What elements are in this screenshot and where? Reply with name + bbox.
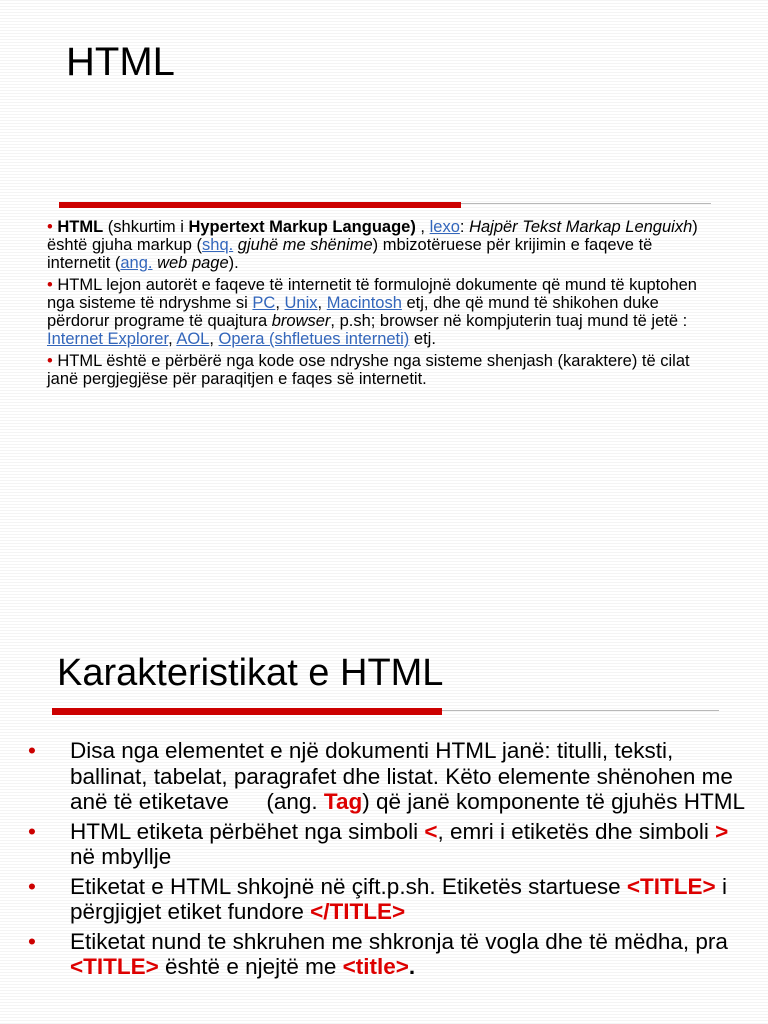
text: , p.sh; browser në kompjuterin tuaj mund të jetë : [330, 312, 688, 330]
slide-html-intro [0, 0, 768, 500]
title-divider-red [52, 708, 442, 715]
text: i përgjigjet etiket fundore [70, 873, 727, 924]
paragraph-codes [47, 352, 717, 388]
link-aol[interactable]: AOL [176, 330, 210, 348]
text: HTML etiketa përbëhet nga simboli [70, 818, 425, 844]
link-ang[interactable]: ang. [120, 254, 153, 272]
text: ) që janë komponente të gjuhës HTML [362, 789, 745, 814]
text: , [275, 294, 285, 312]
text: HTML është e përbërë nga kode ose ndryshe nga sisteme shenjash (karaktere) të cilat janë pergjegjëse për paraqitjen e faqes së internetit. [47, 352, 690, 388]
link-unix[interactable]: Unix [284, 294, 318, 312]
list-item [28, 819, 748, 870]
text: , [415, 218, 430, 236]
bullet-marker: • [47, 218, 53, 236]
list-item [28, 874, 748, 925]
text: është e njejtë me [158, 954, 343, 979]
slide-title: HTML [66, 40, 175, 84]
highlight-term: </TITLE> [310, 899, 406, 924]
italic-text: browser [271, 312, 331, 330]
title-divider-gray [442, 710, 719, 711]
slide-title: Karakteristikat e HTML [57, 652, 444, 694]
link-pc[interactable]: PC [252, 294, 276, 312]
text: HTML lejon autorët e faqeve të internetit të formulojnë dokumente që mund të kuptohen nga sisteme të ndryshme si [47, 276, 697, 312]
bullet-marker: • [47, 276, 53, 294]
highlight-term: <TITLE> [70, 954, 159, 979]
bullet-marker: • [47, 352, 53, 370]
text: etj. [409, 330, 436, 348]
text: , [209, 330, 219, 348]
bullet-marker: • [28, 818, 36, 844]
text: ). [228, 254, 239, 272]
italic-text: gjuhë me shënime [237, 236, 373, 254]
bullet-marker: • [28, 928, 36, 954]
text: Etiketat e HTML shkojnë në çift.p.sh. Etiketës startuese [70, 873, 627, 899]
bullet-marker: • [28, 738, 36, 763]
title-divider-red [59, 202, 461, 208]
list-item [28, 929, 748, 980]
text: ) mbizotëruese për krijimin e faqeve të internetit ( [47, 236, 653, 272]
link-lexo[interactable]: lexo [429, 218, 460, 236]
text: ) është gjuha markup ( [47, 218, 698, 254]
paragraph-definition [47, 218, 717, 272]
link-internet-explorer[interactable]: Internet Explorer [47, 330, 169, 348]
intro-body [47, 218, 717, 392]
highlight-term: Tag [323, 789, 363, 814]
bullet-marker: • [28, 873, 36, 899]
text: etj, dhe që mund të shikohen duke përdorur programe të quajtura [47, 294, 659, 330]
characteristics-list [28, 738, 748, 984]
highlight-term: > [715, 818, 729, 844]
text: Etiketat nund te shkruhen me shkronja të vogla dhe të mëdha, pra [70, 928, 728, 954]
bold-term: HTML [57, 218, 104, 236]
text: : [459, 218, 470, 236]
italic-text: web page [157, 254, 229, 272]
text: (shkurtim i [103, 218, 189, 236]
text: Disa nga elementet e një dokumenti HTML janë: titulli, teksti, ballinat, tabelat, paragrafet dhe listat. Këto elemente shënohen me anë të etiketave (ang. [70, 738, 733, 814]
paragraph-platforms [47, 276, 717, 348]
title-divider-gray [461, 203, 711, 204]
text: në mbyllje [70, 844, 172, 869]
italic-text: Hajpër Tekst Markap Lenguixh [469, 218, 693, 236]
highlight-term: <TITLE> [626, 873, 716, 899]
text: . [408, 954, 416, 979]
text: , [317, 294, 327, 312]
link-opera[interactable]: Opera (shfletues interneti) [218, 330, 410, 348]
link-macintosh[interactable]: Macintosh [326, 294, 402, 312]
list-item [28, 738, 748, 815]
bold-term: Hypertext Markup Language) [188, 218, 416, 236]
highlight-term: < [424, 818, 438, 844]
text: , emri i etiketës dhe simboli [437, 818, 716, 844]
highlight-term: <title> [342, 954, 409, 979]
text: , [168, 330, 177, 348]
link-shq[interactable]: shq. [202, 236, 234, 254]
